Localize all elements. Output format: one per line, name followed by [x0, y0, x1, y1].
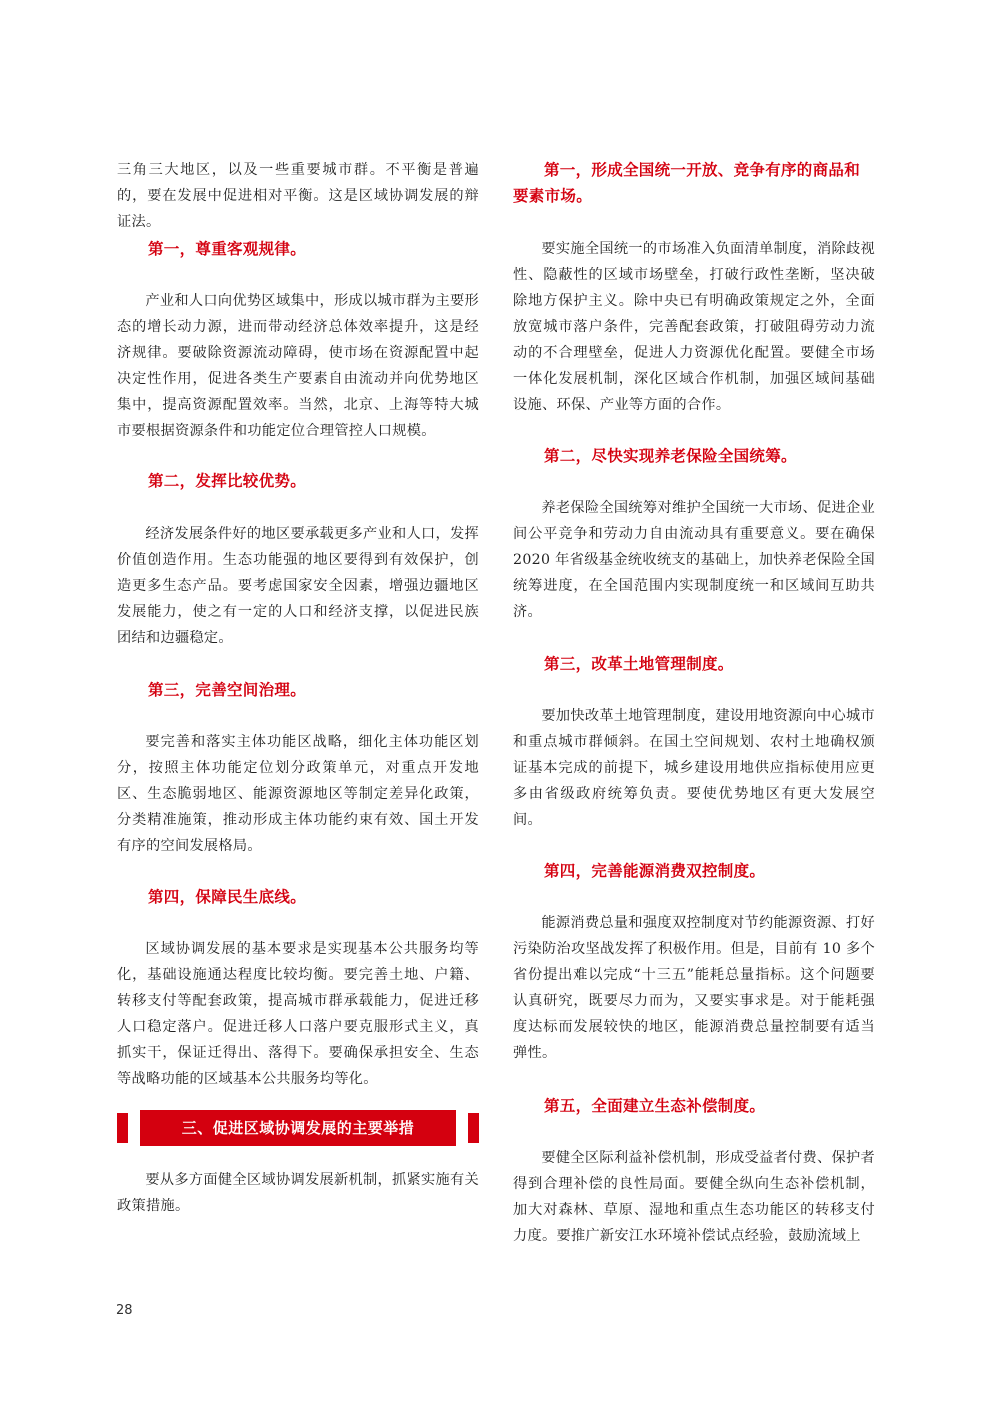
heading-pension-coordination: 第二，尽快实现养老保险全国统筹。: [544, 447, 797, 465]
heading-ecological-compensation: 第五，全面建立生态补偿制度。: [544, 1097, 766, 1115]
heading-spatial-governance: 第三，完善空间治理。: [148, 681, 307, 699]
heading-livelihood-baseline: 第四，保障民生底线。: [148, 888, 307, 906]
paragraph-pension-coordination: 养老保险全国统筹对维护全国统一大市场、促进企业间公平竞争和劳动力自由流动具有重要意义。要在确保 2020 年省级基金统收统支的基础上，加快养老保险全国统筹进度，在全国范围内实现制度统一和区域间互助共济。: [513, 500, 875, 620]
paragraph-energy-dual-control: 能源消费总量和强度双控制度对节约能源资源、打好污染防治攻坚战发挥了积极作用。但是，目前有 10 多个省份提出难以完成“十三五”能耗总量指标。这个问题要认真研究，既要尽力而为，又要实事求是。对于能耗强度达标而发展较快的地区，能源消费总量控制要有适当弹性。: [513, 915, 875, 1061]
paragraph-objective-laws: 产业和人口向优势区域集中，形成以城市群为主要形态的增长动力源，进而带动经济总体效率提升，这是经济规律。要破除资源流动障碍，使市场在资源配置中起决定性作用，促进各类生产要素自由流动并向优势地区集中，提高资源配置效率。当然，北京、上海等特大城市要根据资源条件和功能定位合理管控人口规模。: [117, 293, 479, 439]
paragraph-spatial-governance: 要完善和落实主体功能区战略，细化主体功能区划分，按照主体功能定位划分政策单元，对重点开发地区、生态脆弱地区、能源资源地区等制定差异化政策，分类精准施策，推动形成主体功能约束有效、国土开发有序的空间发展格局。: [117, 734, 479, 854]
paragraph-comparative-advantage: 经济发展条件好的地区要承载更多产业和人口，发挥价值创造作用。生态功能强的地区要得到有效保护，创造更多生态产品。要考虑国家安全因素，增强边疆地区发展能力，使之有一定的人口和经济支撑，以促进民族团结和边疆稳定。: [117, 526, 479, 646]
paragraph-ecological-compensation: 要健全区际利益补偿机制，形成受益者付费、保护者得到合理补偿的良性局面。要健全纵向生态补偿机制，加大对森林、草原、湿地和重点生态功能区的转移支付力度。要推广新安江水环境补偿试点经验，鼓励流域上: [513, 1150, 875, 1244]
heading-comparative-advantage: 第二，发挥比较优势。: [148, 472, 307, 490]
paragraph-main-measures: 要从多方面健全区域协调发展新机制，抓紧实施有关政策措施。: [117, 1172, 479, 1214]
section-banner: [117, 1110, 479, 1146]
heading-respect-objective-laws: 第一，尊重客观规律。: [148, 240, 307, 258]
banner-right-bar: [468, 1113, 479, 1143]
paragraph-livelihood-baseline: 区域协调发展的基本要求是实现基本公共服务均等化，基础设施通达程度比较均衡。要完善土地、户籍、转移支付等配套政策，提高城市群承载能力，促进迁移人口稳定落户。促进迁移人口落户要克服形式主义，真抓实干，保证迁得出、落得下。要确保承担安全、生态等战略功能的区域基本公共服务均等化。: [117, 941, 479, 1087]
paragraph-land-management: 要加快改革土地管理制度，建设用地资源向中心城市和重点城市群倾斜。在国土空间规划、农村土地确权颁证基本完成的前提下，城乡建设用地供应指标使用应更多由省级政府统筹负责。要使优势地区有更大发展空间。: [513, 708, 875, 828]
banner-left-bar: [117, 1113, 128, 1143]
section-title: 三、促进区域协调发展的主要举措: [140, 1110, 456, 1146]
intro-paragraph: 三角三大地区，以及一些重要城市群。不平衡是普遍的，要在发展中促进相对平衡。这是区域协调发展的辩证法。: [117, 162, 479, 230]
heading-unified-market: 第一，形成全国统一开放、竞争有序的商品和要素市场。: [513, 161, 861, 205]
heading-land-management: 第三，改革土地管理制度。: [544, 655, 734, 673]
page-number: 28: [116, 1303, 133, 1318]
paragraph-unified-market: 要实施全国统一的市场准入负面清单制度，消除歧视性、隐蔽性的区域市场壁垒，打破行政性垄断，坚决破除地方保护主义。除中央已有明确政策规定之外，全面放宽城市落户条件，完善配套政策，打破阻碍劳动力流动的不合理壁垒，促进人力资源优化配置。要健全市场一体化发展机制，深化区域合作机制，加强区域间基础设施、环保、产业等方面的合作。: [513, 241, 875, 413]
heading-energy-dual-control: 第四，完善能源消费双控制度。: [544, 862, 766, 880]
